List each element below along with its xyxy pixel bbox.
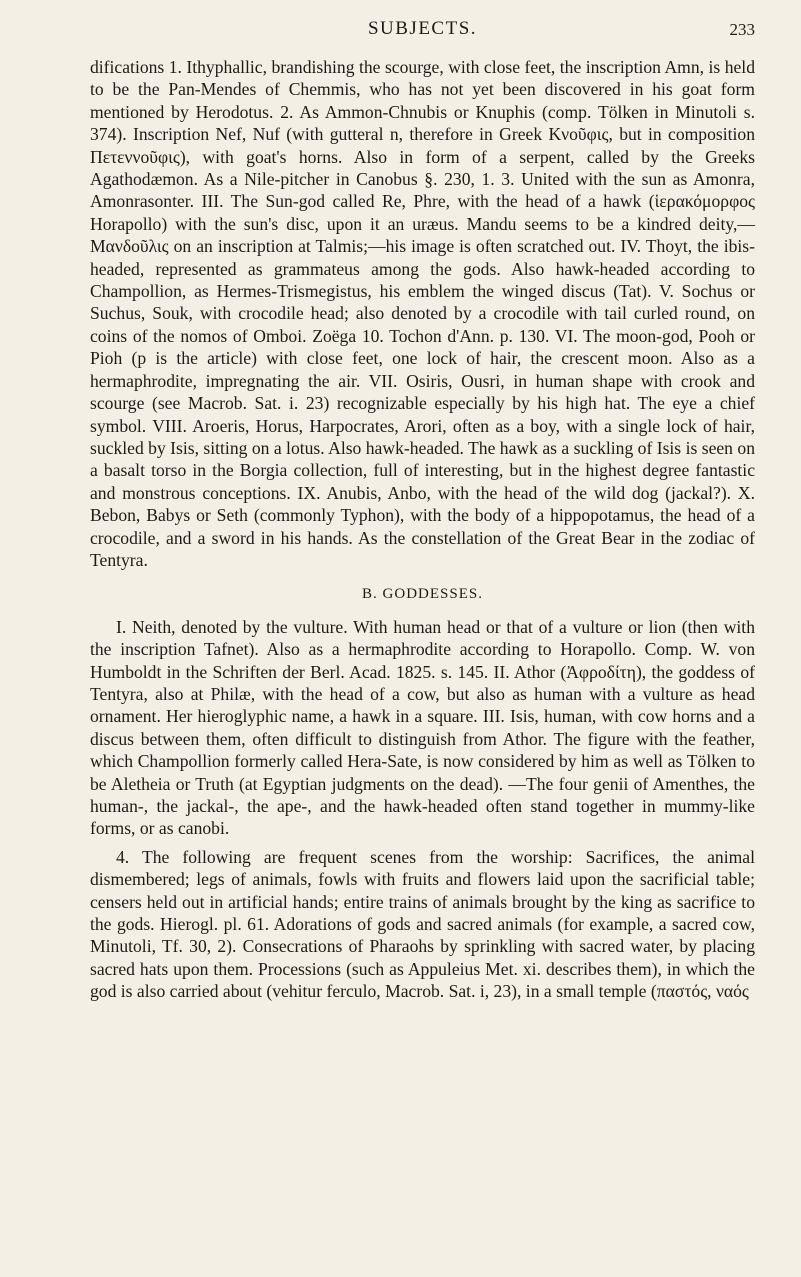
running-head: SUBJECTS.	[367, 18, 478, 39]
paragraph-worship: 4. The following are frequent scenes from the worship: Sacrifices, the animal dismembered; legs of animals, fowls with fruits and flowers laid upon the sacrificial table; censers held out in artificial hands; entire trains of animals brought by the king as sacrifice to the gods. Hierogl. pl. 61. Adorations of gods and sacred animals (for example, a sacred cow, Minutoli, Tf. 30, 2). Consecrations of Pharaohs by sprinkling with sacred water, by placing sacred hats upon them. Processions (such as Appuleius Met. xi. describes them), in which the god is also carried about (vehitur ferculo, Macrob. Sat. i, 23), in a small temple (παστός, ναός	[90, 846, 755, 1002]
page-header	[90, 12, 755, 48]
page-number: 233	[729, 20, 755, 39]
paragraph-gods-continued: difications 1. Ithyphallic, brandishing the scourge, with close feet, the inscription Amn, is held to be the Pan-Mendes of Chemmis, who has not yet been discovered in his goat form mentioned by Herodotus. 2. As Ammon-Chnubis or Knuphis (comp. Tölken in Minutoli s. 374). Inscription Nef, Nuf (with gutteral n, therefore in Greek Κνοῦφις, but in composition Πετεννοῦφις), with goat's horns. Also in form of a serpent, called by the Greeks Agathodæmon. As a Nile-pitcher in Canobus §. 230, 1. 3. United with the sun as Amonra, Amonrasonter. III. The Sun-god called Re, Phre, with the head of a hawk (ἱερακόμορφος Horapollo) with the sun's disc, upon it an uræus. Mandu seems to be a kindred deity,—Μανδοῦλις on an inscription at Talmis;—his image is often scratched out. IV. Thoyt, the ibis-headed, represented as grammateus among the gods. Also hawk-headed according to Champollion, as Hermes-Trismegistus, his emblem the winged discus (Tat). V. Sochus or Suchus, Souk, with crocodile head; also denoted by a crocodile with tail curled round, on coins of the nomos of Omboi. Zoëga 10. Tochon d'Ann. p. 130. VI. The moon-god, Pooh or Pioh (p is the article) with close feet, one lock of hair, the crescent moon. Also as a hermaphrodite, impregnating the air. VII. Osiris, Ousri, in human shape with crook and scourge (see Macrob. Sat. i. 23) recognizable especially by his high hat. The eye a chief symbol. VIII. Aroeris, Horus, Harpocrates, Arori, often as a boy, with a single lock of hair, suckled by Isis, sitting on a lotus. Also hawk-headed. The hawk as a suckling of Isis is seen on a basalt torso in the Borgia collection, full of interesting, but in the highest degree fantastic and monstrous conceptions. IX. Anubis, Anbo, with the head of the wild dog (jackal?). X. Bebon, Babys or Seth (commonly Typhon), with the body of a hippopotamus, the head of a crocodile, and a sword in his hands. As the constellation of the Great Bear in the zodiac of Tentyra.	[90, 57, 755, 570]
section-heading-goddesses: B. GODDESSES.	[362, 586, 483, 603]
body-text	[90, 56, 755, 1003]
paragraph-goddesses: I. Neith, denoted by the vulture. With human head or that of a vulture or lion (then with the inscription Tafnet). Also as a hermaphrodite according to Horapollo. Comp. W. von Humboldt in the Schriften der Berl. Acad. 1825. s. 145. II. Athor (Ἀφροδίτη), the goddess of Tentyra, also at Philæ, with the head of a cow, but also as human with a vulture as head ornament. Her hieroglyphic name, a hawk in a square. III. Isis, human, with cow horns and a discus between them, often difficult to distinguish from Athor. The figure with the feather, which Champollion formerly called Hera-Sate, is now considered by him as well as Tölken to be Aletheia or Truth (at Egyptian judgments on the dead). —The four genii of Amenthes, the human-, the jackal-, the ape-, and the hawk-headed often stand together in mummy-like forms, or as canobi.	[90, 616, 755, 839]
